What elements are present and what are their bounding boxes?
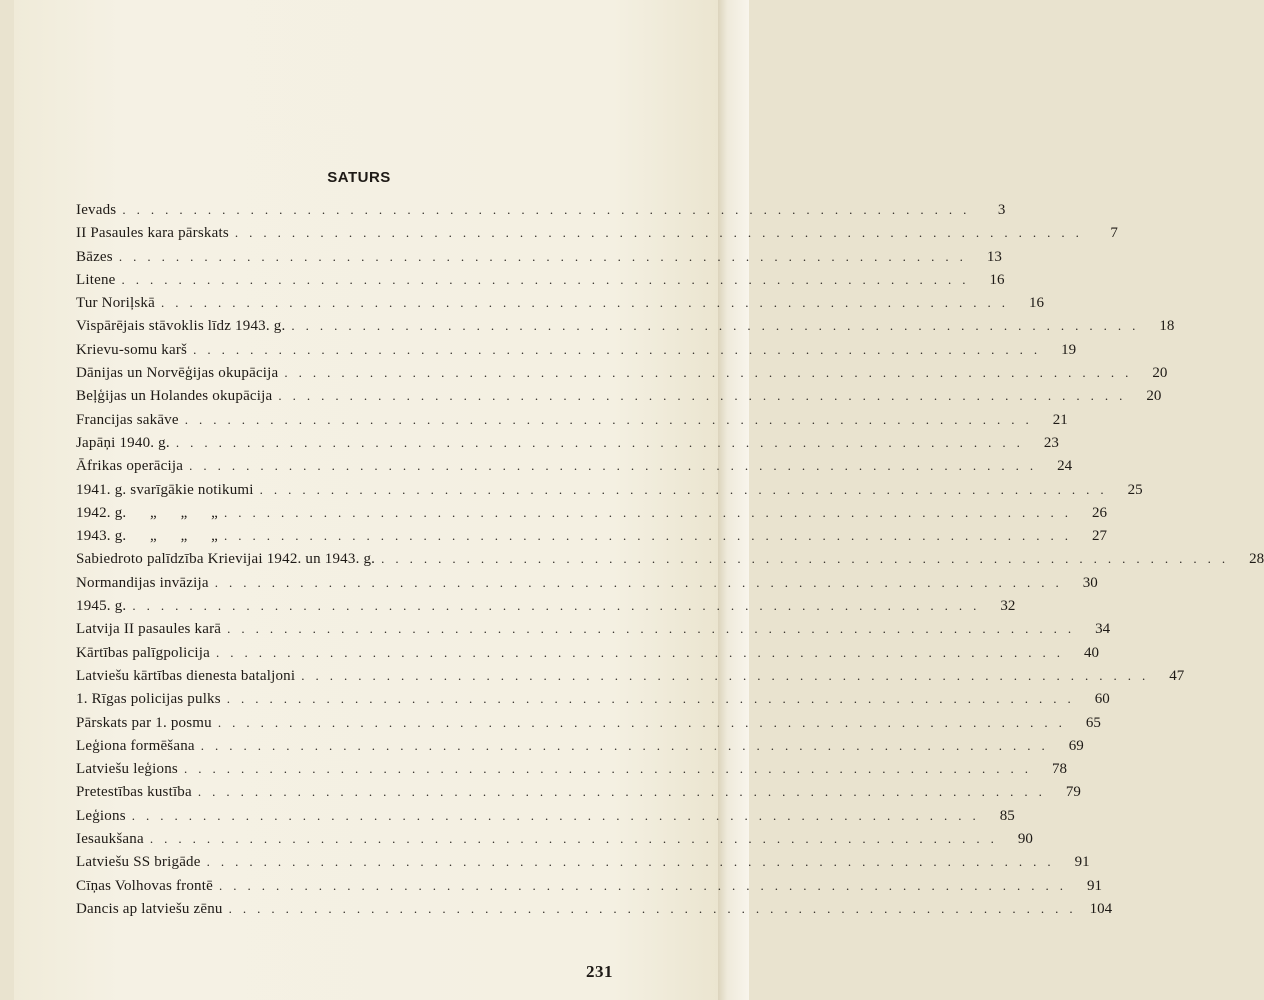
toc-entry [76, 571, 1098, 594]
page-number: 231 [586, 962, 613, 981]
dot-leader: ............................................................ [224, 528, 1080, 544]
toc-entry-page: 23 [1043, 434, 1059, 451]
toc-entry [76, 454, 1073, 477]
toc-entry-title: Kārtības palīgpolicija [76, 644, 210, 661]
toc-entry-title: Tur Noriļskā [76, 295, 155, 312]
toc-entry-page: 21 [1052, 411, 1068, 428]
toc-entry [76, 734, 1084, 757]
dot-leader: ............................................................ [215, 644, 1071, 660]
dot-leader: ............................................................ [149, 831, 1005, 847]
toc-entry-title: Bāzes [76, 248, 113, 265]
toc-entry [76, 594, 1016, 617]
toc-entry-title: Ievads [76, 202, 117, 218]
toc-entry-page: 28 [1249, 551, 1264, 568]
dot-leader: ............................................................ [160, 295, 1016, 311]
toc-entry [76, 291, 1044, 314]
dot-leader: ............................................................ [218, 877, 1074, 893]
toc-entry [76, 198, 1006, 221]
dot-leader: ............................................................ [183, 761, 1039, 777]
dot-leader: ............................................................ [228, 900, 1084, 916]
dot-leader: ............................................................ [132, 598, 988, 614]
dot-leader: ............................................................ [131, 807, 987, 823]
dot-leader: ............................................................ [175, 434, 1031, 450]
toc-entry-title: Latvija II pasaules karā [76, 621, 222, 638]
toc-entry-title: II Pasaules kara pārskats [76, 225, 229, 242]
toc-entry-title: Normandijas invāzija [76, 574, 209, 591]
toc-entry-title: 1942. g. „ „ „ [76, 504, 219, 521]
toc-entry [76, 617, 1111, 640]
toc-entry [76, 268, 1005, 291]
toc-entry-title: Leģions [76, 807, 126, 824]
toc-entry-page: 85 [999, 807, 1015, 824]
toc-entry [76, 804, 1015, 827]
toc-entry [76, 757, 1067, 780]
toc-entry-page: 26 [1092, 504, 1108, 521]
toc-entry [76, 384, 1162, 407]
dot-leader: ............................................................ [206, 854, 1062, 870]
dot-leader: ............................................................ [226, 691, 1082, 707]
toc-entry-page: 65 [1085, 714, 1101, 731]
toc-entry [76, 478, 1143, 501]
toc-entry-title: Krievu-somu karš [76, 341, 188, 358]
toc-entry [76, 524, 1108, 547]
toc-entry-page: 32 [1000, 598, 1016, 615]
dot-leader: ............................................................ [193, 341, 1049, 357]
toc-entry-page: 16 [1028, 295, 1044, 312]
toc-entry-page: 91 [1074, 854, 1090, 871]
toc-entry-title: Litene [76, 271, 116, 288]
toc-entry-page: 20 [1152, 365, 1168, 382]
toc-entry [76, 664, 1185, 687]
toc-entry-title: Pretestības kustība [76, 784, 192, 801]
toc-entry [76, 827, 1033, 850]
toc-entry [76, 641, 1099, 664]
toc-entry-title: Vispārējais stāvoklis līdz 1943. g. [76, 318, 286, 335]
toc-entry-page: 30 [1082, 574, 1098, 591]
toc-entry-title: Pārskats par 1. posmu [76, 714, 212, 731]
toc-entry-title: Leģiona formēšana [76, 737, 195, 754]
toc-entry-page: 27 [1092, 528, 1108, 545]
toc-entry [76, 687, 1110, 710]
toc-entry [76, 221, 1118, 244]
dot-leader: ............................................................ [278, 388, 1134, 404]
toc-entry [76, 501, 1108, 524]
dot-leader: ............................................................ [381, 551, 1237, 567]
toc-entry-title: 1943. g. „ „ „ [76, 528, 219, 545]
toc-entry-page: 7 [1110, 225, 1118, 242]
toc-entry-title: Francijas sakāve [76, 411, 179, 428]
toc-list [76, 198, 1264, 920]
dot-leader: ............................................................ [227, 621, 1083, 637]
dot-leader: ............................................................ [118, 248, 974, 264]
toc-entry-page: 90 [1017, 831, 1033, 848]
dot-leader: ............................................................ [284, 365, 1140, 381]
toc-entry-page: 25 [1127, 481, 1143, 498]
dot-leader: ............................................................ [301, 667, 1157, 683]
toc-entry-title: Iesaukšana [76, 831, 144, 848]
toc-entry [76, 338, 1077, 361]
toc-entry-title: Āfrikas operācija [76, 458, 184, 475]
dot-leader: ............................................................ [234, 225, 1090, 241]
toc-entry-page: 18 [1159, 318, 1175, 335]
toc-entry-title: Latviešu kārtības dienesta bataljoni [76, 667, 296, 684]
toc-heading: SATURS [327, 169, 391, 186]
toc-entry-page: 20 [1146, 388, 1162, 405]
toc-entry-page: 104 [1089, 900, 1113, 917]
toc-entry-page: 60 [1094, 691, 1110, 708]
toc-entry-title: Dānijas un Norvēģijas okupācija [76, 365, 279, 382]
toc-entry [76, 780, 1081, 803]
dot-leader: ............................................................ [259, 481, 1115, 497]
toc-entry-title: Cīņas Volhovas frontē [76, 877, 213, 894]
dot-leader: ............................................................ [291, 318, 1147, 334]
toc-entry-title: Latviešu SS brigāde [76, 854, 201, 871]
toc-entry-page: 69 [1068, 737, 1084, 754]
toc-entry [76, 711, 1101, 734]
toc-entry [76, 897, 1113, 920]
toc-entry [76, 431, 1059, 454]
dot-leader: ............................................................ [217, 714, 1073, 730]
toc-entry-title: 1941. g. svarīgākie notikumi [76, 481, 254, 498]
toc-entry-title: Latviešu leģions [76, 761, 178, 778]
toc-entry-page: 47 [1169, 667, 1185, 684]
toc-entry-page: 78 [1051, 761, 1067, 778]
dot-leader: ............................................................ [200, 737, 1056, 753]
toc-entry-title: Sabiedroto palīdzība Krievijai 1942. un 1943. g. [76, 551, 376, 568]
toc-entry [76, 245, 1002, 268]
toc-entry-title: Japāņi 1940. g. [76, 434, 170, 451]
dot-leader: ............................................................ [122, 202, 978, 217]
toc-entry-title: 1945. g. [76, 598, 127, 615]
toc-entry-page: 40 [1083, 644, 1099, 661]
toc-entry [76, 850, 1090, 873]
toc-entry [76, 314, 1175, 337]
toc-entry-page: 19 [1061, 341, 1077, 358]
toc-entry-page: 79 [1065, 784, 1081, 801]
toc-entry-page: 91 [1086, 877, 1102, 894]
toc-entry [76, 547, 1264, 570]
toc-entry-page: 16 [989, 271, 1005, 288]
dot-leader: ............................................................ [197, 784, 1053, 800]
toc-entry [76, 408, 1068, 431]
toc-entry-page: 13 [986, 248, 1002, 265]
dot-leader: ............................................................ [121, 271, 977, 287]
toc-entry [76, 874, 1102, 897]
toc-entry-title: 1. Rīgas policijas pulks [76, 691, 221, 708]
toc-entry-title: Dancis ap latviešu zēnu [76, 900, 223, 917]
toc-entry-page: 24 [1057, 458, 1073, 475]
dot-leader: ............................................................ [189, 458, 1045, 474]
dot-leader: ............................................................ [224, 504, 1080, 520]
toc-entry-page: 34 [1095, 621, 1111, 638]
toc-entry [76, 361, 1168, 384]
dot-leader: ............................................................ [184, 411, 1040, 427]
toc-entry-title: Beļģijas un Holandes okupācija [76, 388, 273, 405]
toc-entry-page: 3 [997, 202, 1006, 218]
dot-leader: ............................................................ [214, 574, 1070, 590]
